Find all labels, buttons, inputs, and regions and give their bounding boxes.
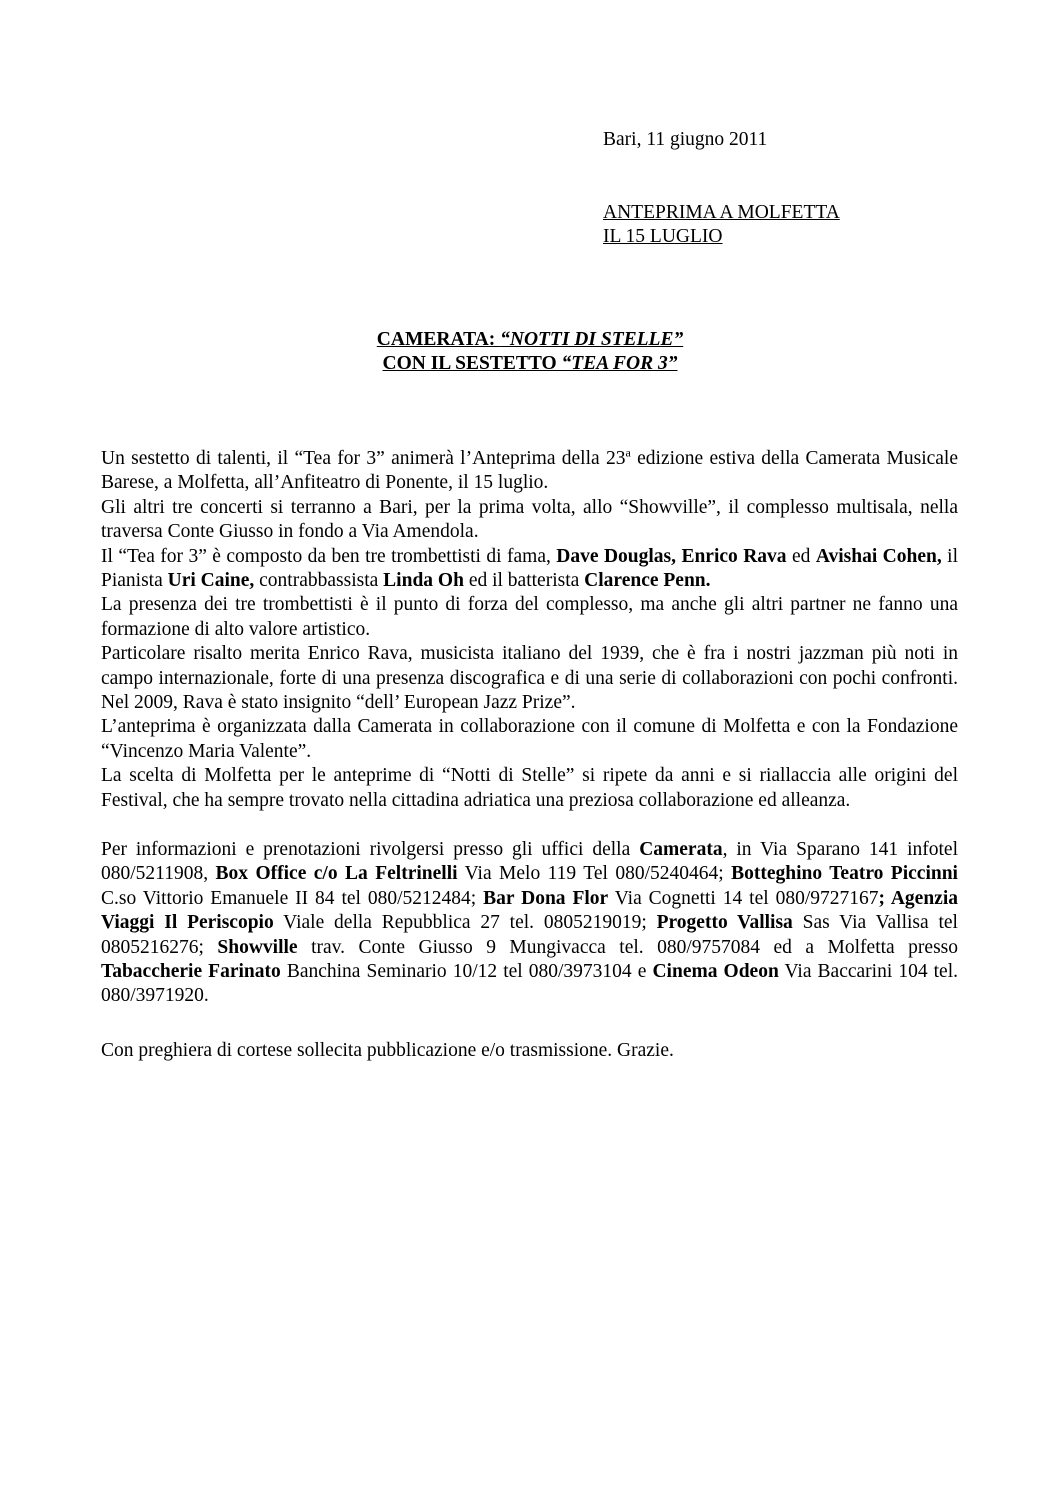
p3-text-d: il Pianista: [101, 545, 959, 592]
paragraph-5: Particolare risalto merita Enrico Rava, musicista italiano del 1939, che è fra i nostri jazzman più noti in campo internazionale, forte di una presenza discografica e di una serie di collaborazioni con pochi confronti. Nel 2009, Rava è stato insignito “dell’ European Jazz Prize”.: [101, 643, 958, 714]
paragraph-1-text: Un sestetto di talenti, il “Tea for 3” animerà l’Anteprima della 23: [101, 448, 626, 469]
p3-text-e: contrabbassista: [254, 570, 384, 592]
p3-names-2: Avishai Cohen,: [815, 545, 942, 567]
dateline: Bari, 11 giugno 2011: [603, 129, 768, 150]
headline-line-1: [300, 328, 760, 352]
info-venue: Camerata: [639, 839, 723, 860]
paragraph-1: [101, 447, 958, 496]
info-venue: Showville: [217, 936, 298, 958]
info-text: C.so Vittorio Emanuele II 84 tel 080/5212484;: [101, 887, 484, 909]
info-text: Banchina Seminario 10/12 tel 080/3973104 e: [280, 961, 653, 983]
info-venue: Progetto Vallisa: [656, 912, 793, 934]
paragraph-2: Gli altri tre concerti si terranno a Bari, per la prima volta, allo “Showville”, il complesso multisala, nella traversa Conte Giusso in fondo a Via Amendola.: [101, 496, 958, 543]
info-text: Via Baccarini 104 tel. 080/3971920.: [101, 961, 959, 1007]
headline-prefix-1: CAMERATA:: [376, 329, 501, 350]
p3-text-f: ed il batterista: [463, 570, 585, 592]
headline-event-title: “NOTTI DI STELLE”: [500, 329, 684, 350]
preview-line-2: IL 15 LUGLIO: [603, 226, 723, 248]
paragraph-4: La presenza dei tre trombettisti è il punto di forza del complesso, ma anche gli altri partner ne fanno una formazione di alto valore artistico.: [101, 594, 958, 640]
info-venue: ; Agenzia Viaggi Il Periscopio: [101, 887, 958, 934]
p3-names-1: Dave Douglas, Enrico Rava: [556, 545, 787, 567]
info-text: trav. Conte Giusso 9 Mungivacca tel. 080/9757084 ed a Molfetta presso: [297, 936, 959, 958]
headline-band-name: “TEA FOR 3”: [561, 353, 678, 375]
info-text: , in Via Sparano 141 infotel 080/5211908,: [101, 839, 958, 885]
headline-prefix-2: CON IL SESTETTO: [382, 353, 562, 375]
info-venue: Botteghino Teatro Piccinni: [731, 863, 958, 885]
article-body: [101, 447, 958, 813]
info-text: Via Cognetti 14 tel 080/9727167: [608, 887, 879, 909]
p3-text-a: Il “Tea for 3” è composto da ben tre trombettisti di fama,: [101, 545, 557, 567]
paragraph-1-text-end: edizione estiva della Camerata Musicale Barese, a Molfetta, all’Anfiteatro di Ponente, il 15 luglio.: [101, 448, 958, 494]
info-venue: Bar Dona Flor: [483, 887, 609, 909]
preview-line-1: ANTEPRIMA A MOLFETTA: [603, 202, 840, 223]
paragraph-3: [101, 545, 958, 594]
closing-line: Con preghiera di cortese sollecita pubblicazione e/o trasmissione. Grazie.: [101, 1040, 674, 1061]
headline-line-2: [300, 352, 760, 376]
p3-text-c: ed: [786, 545, 816, 567]
paragraph-7: La scelta di Molfetta per le anteprime di “Notti di Stelle” si ripete da anni e si riallaccia alle origini del Festival, che ha sempre trovato nella cittadina adriatica una preziosa collaborazione ed alleanza.: [101, 765, 958, 811]
preview-announcement: [603, 201, 840, 250]
contact-paragraph: [101, 838, 958, 1009]
info-text: Viale della Repubblica 27 tel. 0805219019;: [273, 912, 657, 934]
p3-names-5: Clarence Penn.: [584, 570, 711, 592]
info-venue: Box Office c/o La Feltrinelli: [215, 863, 458, 885]
p3-names-3: Uri Caine,: [167, 570, 255, 592]
info-venue: Tabaccherie Farinato: [101, 961, 281, 983]
headline: [300, 328, 760, 377]
ordinal-superscript: a: [625, 445, 631, 460]
info-venue: Cinema Odeon: [652, 961, 779, 983]
info-text: Sas Via Vallisa tel 0805216276;: [101, 912, 958, 958]
contact-info: [101, 838, 958, 1009]
info-text: Per informazioni e prenotazioni rivolgersi presso gli uffici della: [101, 839, 640, 860]
paragraph-6: L’anteprima è organizzata dalla Camerata in collaborazione con il comune di Molfetta e con la Fondazione “Vincenzo Maria Valente”.: [101, 716, 958, 762]
p3-names-4: Linda Oh: [383, 570, 464, 592]
info-text: Via Melo 119 Tel 080/5240464;: [457, 863, 732, 885]
